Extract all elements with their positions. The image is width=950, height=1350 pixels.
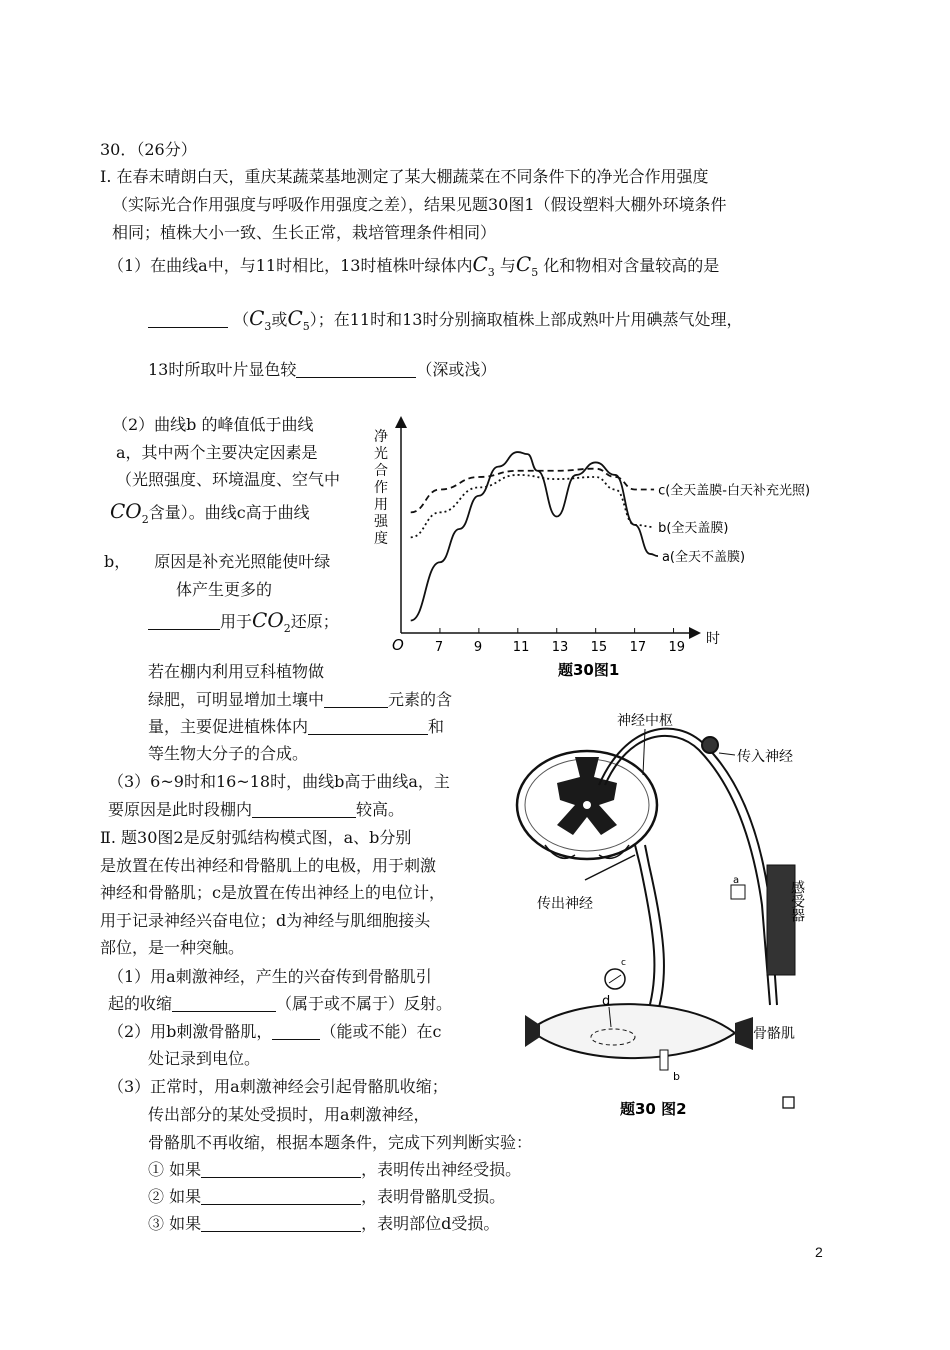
electrode-b xyxy=(660,1050,668,1070)
part2-intro-line4: 用于记录神经兴奋电位；d为神经与肌细胞接头 xyxy=(100,911,431,930)
p2-q1-line2: 起的收缩 （属于或不属于）反射。 xyxy=(108,994,453,1013)
y-axis-label-char: 强 xyxy=(374,514,388,530)
y-axis-label-char: 光 xyxy=(374,446,388,462)
x-tick-label: 19 xyxy=(668,640,686,655)
part2-intro-line5: 部位，是一种突触。 xyxy=(100,938,245,957)
answer-blank[interactable] xyxy=(252,801,356,818)
c5-formula: $C_5$ xyxy=(515,252,539,279)
skeletal-muscle xyxy=(525,1004,753,1058)
origin-label: O xyxy=(392,636,404,654)
p1-q1-line1: （1）在曲线a中，与11时相比，13时植株叶绿体内$C_3$ 与$C_5$ 化和物相对含量较高的是 xyxy=(108,252,720,279)
label-efferent-nerve: 传出神经 xyxy=(537,896,593,912)
x-tick-label: 9 xyxy=(473,640,483,655)
series-legend-label: b(全天盖膜) xyxy=(658,520,729,536)
p1-q2-line5: b， 原因是补充光照能使叶绿 xyxy=(104,552,331,571)
answer-blank[interactable] xyxy=(148,311,228,328)
answer-blank[interactable] xyxy=(172,995,276,1012)
answer-blank[interactable] xyxy=(324,691,388,708)
p1-q2-line6: 体产生更多的 xyxy=(176,580,273,599)
p1-q1-line2: （$C_3$或$C_5$）；在11时和13时分别摘取植株上部成熟叶片用碘蒸气处理， xyxy=(148,308,742,337)
answer-blank[interactable] xyxy=(148,613,220,630)
part2-intro-line1: Ⅱ. 题30图2是反射弧结构模式图，a、b分别 xyxy=(100,828,412,847)
y-axis-label-char: 用 xyxy=(374,497,388,513)
p1-q2-line7: 用于$CO_2$还原； xyxy=(148,610,339,639)
label-skeletal-muscle: 骨骼肌 xyxy=(753,1026,795,1042)
p2-q1-line1: （1）用a刺激神经，产生的兴奋传到骨骼肌引 xyxy=(108,967,432,986)
series-legend-label: c(全天盖膜-白天补充光照) xyxy=(658,483,811,499)
answer-blank[interactable] xyxy=(308,718,428,735)
reflex-arc-diagram xyxy=(505,705,825,1130)
part1-intro-line1: Ⅰ. 在春末晴朗白天，重庆某蔬菜基地测定了某大棚蔬菜在不同条件下的净光合作用强度 xyxy=(100,167,709,186)
x-tick-label: 13 xyxy=(551,640,569,655)
y-axis-label-char: 净 xyxy=(374,429,388,445)
spinal-cord-section xyxy=(517,751,657,859)
label-receptor: 感受器 xyxy=(789,880,805,922)
electrode-a xyxy=(731,885,745,899)
y-axis-label xyxy=(374,429,389,547)
x-tick-label: 7 xyxy=(434,640,444,655)
p1-q1-line3: 13时所取叶片显色较 （深或浅） xyxy=(148,360,497,379)
label-b: b xyxy=(673,1070,680,1083)
judgement-1: ① 如果 ，表明传出神经受损。 xyxy=(148,1160,522,1179)
p2-q2-line2: 处记录到电位。 xyxy=(148,1049,261,1068)
c3-formula: $C_3$ xyxy=(472,252,495,279)
p1-q2-line11: 等生物大分子的合成。 xyxy=(148,744,309,763)
series-line-b xyxy=(411,475,654,537)
chart-caption: 题30图1 xyxy=(558,661,620,679)
part1-intro-line3: 相同；植株大小一致、生长正常，栽培管理条件相同） xyxy=(112,223,497,242)
p1-q2-line8: 若在棚内利用豆科植物做 xyxy=(148,662,325,681)
figure2-caption: 题30 图2 xyxy=(620,1100,687,1118)
y-axis-label-char: 度 xyxy=(374,531,388,547)
label-c: c xyxy=(621,958,626,968)
p1-q2-line9: 绿肥，可明显增加土壤中 元素的含 xyxy=(148,690,453,709)
judgement-3: ③ 如果 ，表明部位d受损。 xyxy=(148,1214,500,1233)
y-axis-label-char: 作 xyxy=(374,480,388,496)
question-header: 30．（26分） xyxy=(100,140,197,159)
p1-q2-line3: （光照强度、环境温度、空气中 xyxy=(116,470,341,489)
y-axis-label-char: 合 xyxy=(374,463,388,479)
p1-q3-line1: （3）6~9时和16~18时，曲线b高于曲线a，主 xyxy=(108,772,450,791)
label-afferent-nerve: 传入神经 xyxy=(737,749,793,765)
part2-intro-line3: 神经和骨骼肌；c是放置在传出神经上的电位计， xyxy=(100,883,445,902)
p2-q2-line1: （2）用b刺激骨骼肌， （能或不能）在c xyxy=(108,1022,442,1041)
x-axis-unit: 时 xyxy=(706,631,720,647)
p1-q2-line2: a，其中两个主要决定因素是 xyxy=(116,443,318,462)
p2-q3-line3: 骨骼肌不再收缩，根据本题条件，完成下列判断实验： xyxy=(148,1133,533,1152)
answer-blank[interactable] xyxy=(272,1023,320,1040)
p2-q3-line2: 传出部分的某处受损时，用a刺激神经， xyxy=(148,1105,430,1124)
page-number: 2 xyxy=(815,1244,823,1260)
label-a: a xyxy=(733,875,740,886)
answer-blank[interactable] xyxy=(201,1188,361,1205)
judgement-2: ② 如果 ，表明骨骼肌受损。 xyxy=(148,1187,506,1206)
label-d: d xyxy=(602,994,611,1009)
series-legend-label: a(全天不盖膜) xyxy=(661,550,746,566)
x-tick-label: 15 xyxy=(590,640,608,655)
x-tick-label: 17 xyxy=(629,640,647,655)
corner-box xyxy=(783,1097,794,1108)
p1-q2-line1: （2）曲线b 的峰值低于曲线 xyxy=(112,415,314,434)
series-line-a xyxy=(411,452,658,620)
p1-q2-line4: $CO_2$含量）。曲线c高于曲线 xyxy=(110,499,310,526)
net-photosynthesis-chart xyxy=(368,405,848,685)
answer-blank[interactable] xyxy=(296,361,416,378)
p1-q3-line2: 要原因是此时段棚内 较高。 xyxy=(108,800,405,819)
p1-q2-line10: 量，主要促进植株体内 和 xyxy=(148,717,445,736)
x-tick-label: 11 xyxy=(512,640,530,655)
answer-blank[interactable] xyxy=(201,1215,361,1232)
label-nerve-center: 神经中枢 xyxy=(617,713,673,729)
answer-blank[interactable] xyxy=(201,1161,361,1178)
co2-formula: $CO_2$ xyxy=(110,499,149,526)
potentiometer-c xyxy=(605,969,625,989)
part2-intro-line2: 是放置在传出神经和骨骼肌上的电极，用于刺激 xyxy=(100,856,437,875)
p2-q3-line1: （3）正常时，用a刺激神经会引起骨骼肌收缩； xyxy=(108,1077,448,1096)
part1-intro-line2: （实际光合作用强度与呼吸作用强度之差），结果见题30图1（假设塑料大棚外环境条件 xyxy=(112,195,727,214)
